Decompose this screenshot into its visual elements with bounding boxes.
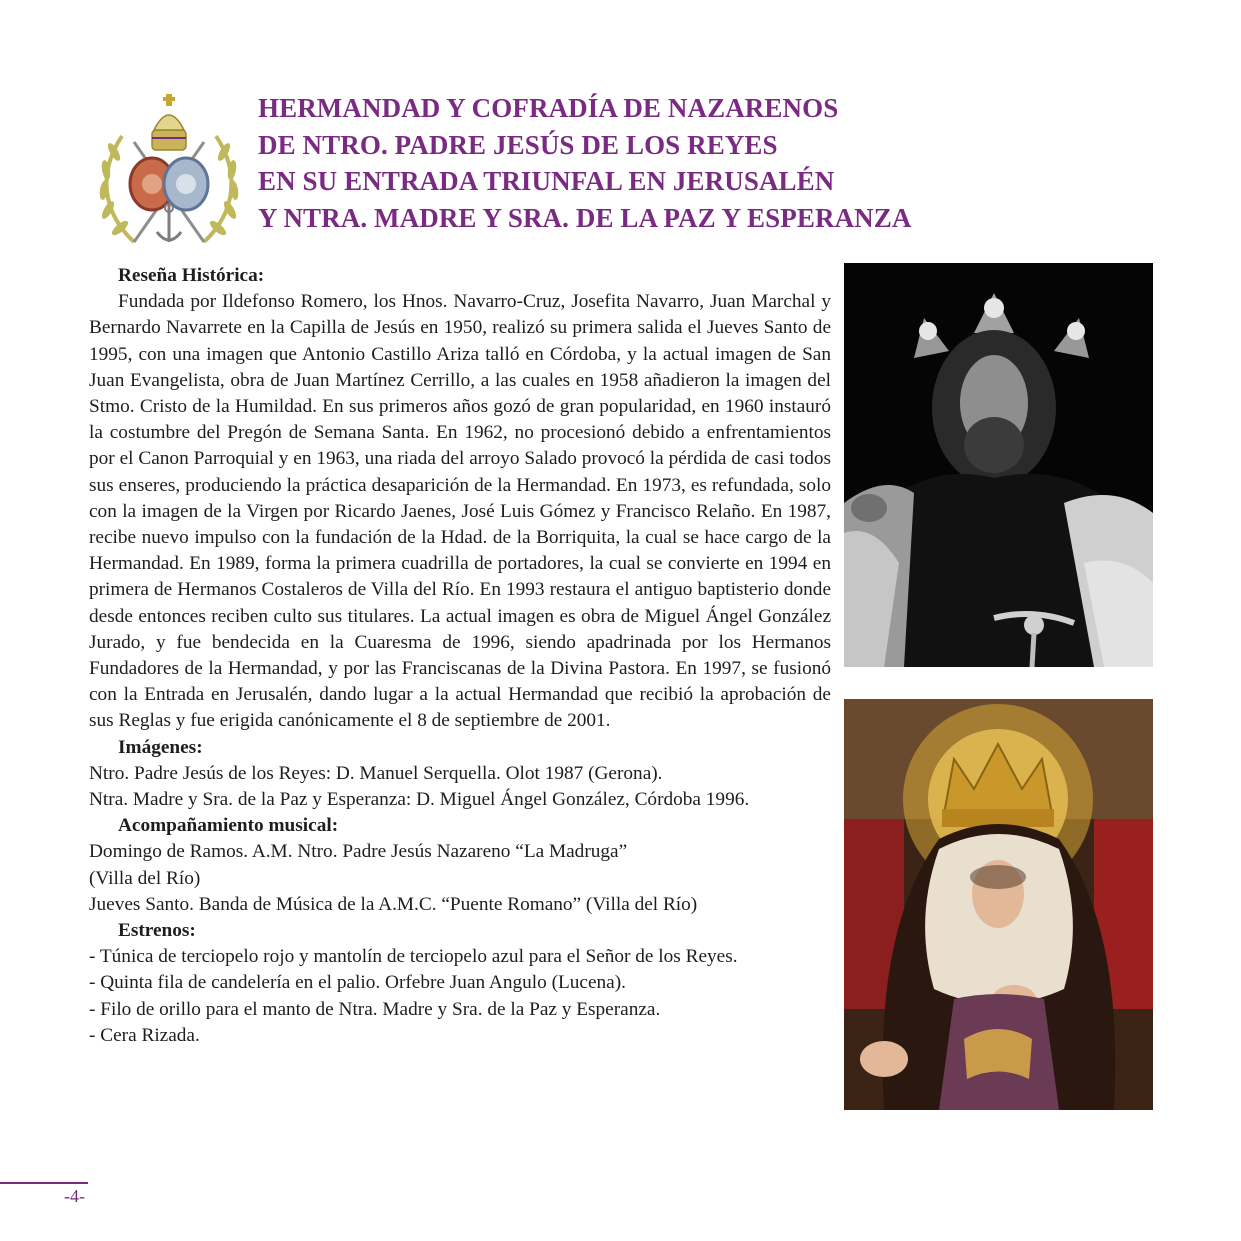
images-line: Ntra. Madre y Sra. de la Paz y Esperanza: D. Miguel Ángel González, Córdoba 1996. — [89, 789, 750, 811]
music-line: (Villa del Río) — [89, 867, 201, 889]
premieres-line: - Quinta fila de candelería en el palio. Orfebre Juan Angulo (Lucena). — [89, 972, 626, 994]
premieres-line: - Cera Rizada. — [89, 1024, 200, 1046]
title-line: HERMANDAD Y COFRADÍA DE NAZARENOS — [258, 93, 839, 123]
jesus-statue-photo-icon — [844, 263, 1153, 667]
music-line: Domingo de Ramos. A.M. Ntro. Padre Jesús Nazareno “La Madruga” — [89, 841, 628, 863]
premieres-line: - Túnica de terciopelo rojo y mantolín de terciopelo azul para el Señor de los Reyes. — [89, 946, 738, 968]
premieres-line: - Filo de orillo para el manto de Ntra. Madre y Sra. de la Paz y Esperanza. — [89, 998, 661, 1020]
body-text — [89, 263, 831, 1049]
images-heading: Imágenes: — [118, 736, 203, 758]
title-line: EN SU ENTRADA TRIUNFAL EN JERUSALÉN — [258, 166, 835, 196]
history-heading: Reseña Histórica: — [118, 265, 265, 286]
music-heading: Acompañamiento musical: — [118, 815, 339, 837]
page-number: -4- — [64, 1186, 85, 1206]
title-line: Y NTRA. MADRE Y SRA. DE LA PAZ Y ESPERANZA — [258, 202, 912, 233]
footer-rule — [0, 1182, 88, 1184]
page-title — [258, 90, 1218, 236]
brotherhood-crest-icon — [94, 92, 244, 254]
images-line: Ntro. Padre Jesús de los Reyes: D. Manuel Serquella. Olot 1987 (Gerona). — [89, 762, 663, 784]
premieres-heading: Estrenos: — [118, 920, 196, 942]
music-line: Jueves Santo. Banda de Música de la A.M.C. “Puente Romano” (Villa del Río) — [89, 893, 698, 915]
virgin-statue-photo-icon — [844, 699, 1153, 1110]
history-paragraph: Fundada por Ildefonso Romero, los Hnos. Navarro-Cruz, Josefita Navarro, Juan Marchal y Bernardo Navarrete en la Capilla de Jesús en 1950, realizó su primera salida el Jueves Santo de 1995, con una imagen que Antonio Castillo Ariza talló en Córdoba, y la actual imagen de San Juan Evangelista, obra de Juan Martínez Cerrillo, a las cuales en 1958 añadieron la imagen del Stmo. Cristo de la Humildad. En sus primeros años gozó de gran popularidad, en 1960 instauró la costumbre del Pregón de Semana Santa. En 1962, no procesionó debido a enfrentamientos por el Canon Parroquial y en 1963, una riada del arroyo Salado provocó la pérdida de casi todos sus enseres, produciendo la práctica desaparición de la Hermandad. En 1973, es refundada, solo con la imagen de la Virgen por Ricardo Jaenes, José Luis Gómez y Francisco Relaño. En 1987, recibe nuevo impulso con la fundación de la Hdad. de la Borriquita, la cual se hace cargo de la Hermandad. En 1989, forma la primera cuadrilla de portadores, la cual se convierte en 1994 en primera de Hermanos Costaleros de Villa del Río. En 1993 restaura el antiguo baptisterio donde desde entonces reciben culto sus titulares. La actual imagen es obra de Miguel Ángel González Jurado, y fue bendecida en la Cuaresma de 1996, siendo apadrinada por los Hermanos Fundadores de la Hermandad, y por las Franciscanas de la Divina Pastora. En 1997, se fusionó con la Entrada en Jerusalén, dando lugar a la actual Hermandad que recibió la aprobación de sus Reglas y fue erigida canónicamente el 8 de septiembre de 2001. — [89, 291, 831, 732]
title-line: DE NTRO. PADRE JESÚS DE LOS REYES — [258, 129, 778, 160]
